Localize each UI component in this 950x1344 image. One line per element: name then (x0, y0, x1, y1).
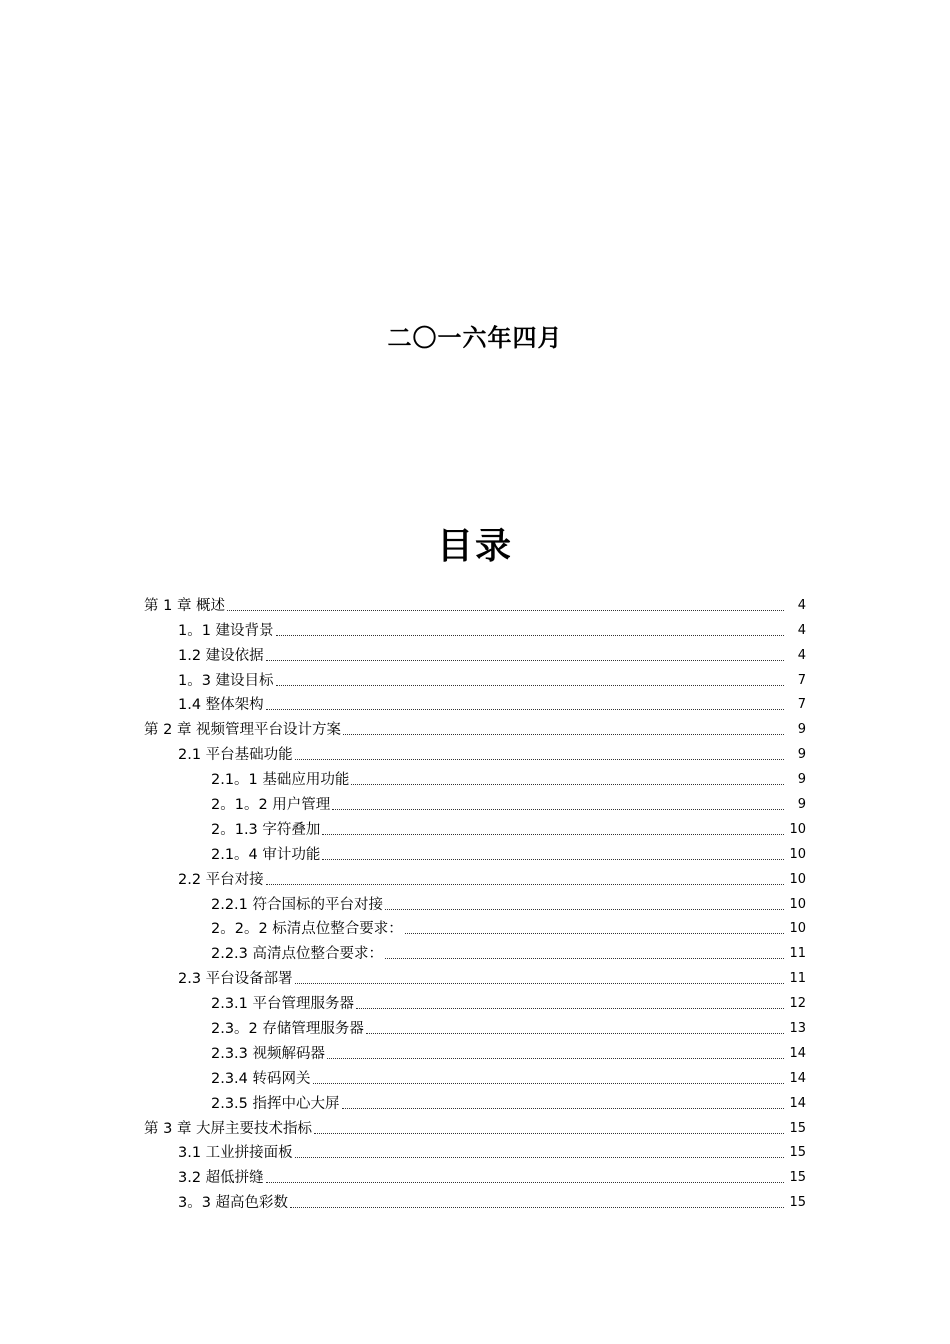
toc-entry[interactable] (0, 739, 950, 764)
toc-entry-page-number: 9 (797, 747, 806, 763)
toc-dot-leader (332, 808, 784, 810)
toc-entry-page-number: 10 (789, 896, 806, 912)
toc-entry-page-number: 7 (797, 697, 806, 713)
toc-entry-label: 1.4 整体架构 (178, 697, 264, 714)
toc-entry[interactable] (0, 615, 950, 640)
toc-entry[interactable] (0, 764, 950, 789)
toc-entry-page-number: 4 (797, 622, 806, 638)
toc-entry[interactable] (0, 1113, 950, 1138)
toc-entry-label: 第 3 章 大屏主要技术指标 (144, 1120, 313, 1137)
toc-dot-leader (266, 708, 784, 710)
toc-entry[interactable] (0, 839, 950, 864)
toc-entry[interactable] (0, 665, 950, 690)
toc-entry-label: 3。3 超高色彩数 (178, 1195, 289, 1212)
toc-entry-page-number: 10 (789, 871, 806, 887)
toc-dot-leader (351, 783, 784, 785)
toc-entry-label: 2.1。1 基础应用功能 (211, 772, 350, 789)
toc-entry[interactable] (0, 690, 950, 715)
toc-entry[interactable] (0, 1162, 950, 1187)
toc-entry-page-number: 13 (789, 1021, 806, 1037)
toc-entry-page-number: 14 (789, 1095, 806, 1111)
toc-entry-label: 2.2.1 符合国标的平台对接 (211, 896, 384, 913)
toc-entry-page-number: 11 (789, 971, 806, 987)
toc-dot-leader (322, 833, 784, 835)
toc-dot-leader (322, 858, 784, 860)
toc-entry-page-number: 4 (797, 597, 806, 613)
toc-entry-label: 2.2 平台对接 (178, 871, 264, 888)
toc-entry-label: 2.3.5 指挥中心大屏 (211, 1095, 340, 1112)
toc-dot-leader (266, 883, 784, 885)
toc-dot-leader (342, 1107, 784, 1109)
toc-entry-label: 第 1 章 概述 (144, 597, 226, 614)
toc-entry[interactable] (0, 1187, 950, 1212)
toc-entry-page-number: 15 (789, 1195, 806, 1211)
toc-entry-label: 2。1。2 用户管理 (211, 797, 331, 814)
toc-dot-leader (290, 1206, 784, 1208)
toc-entry-label: 2.3.4 转码网关 (211, 1070, 311, 1087)
toc-entry[interactable] (0, 814, 950, 839)
toc-dot-leader (343, 733, 784, 735)
toc-entry[interactable] (0, 714, 950, 739)
toc-entry-label: 2.1。4 审计功能 (211, 846, 321, 863)
toc-entry-page-number: 15 (789, 1145, 806, 1161)
toc-entry[interactable] (0, 1138, 950, 1163)
toc-entry-label: 2.3.3 视频解码器 (211, 1045, 326, 1062)
date-heading: 二〇一六年四月 (387, 324, 563, 352)
toc-entry[interactable] (0, 789, 950, 814)
toc-entry-label: 3.2 超低拼缝 (178, 1170, 264, 1187)
toc-entry[interactable] (0, 1063, 950, 1088)
toc-entry-page-number: 9 (797, 722, 806, 738)
toc-dot-leader (295, 982, 784, 984)
toc-entry[interactable] (0, 988, 950, 1013)
toc-entry-label: 第 2 章 视频管理平台设计方案 (144, 722, 342, 739)
toc-entry-page-number: 11 (789, 946, 806, 962)
toc-entry-label: 1。1 建设背景 (178, 622, 274, 639)
toc-title: 目录 (436, 526, 513, 567)
toc-dot-leader (227, 609, 784, 611)
toc-dot-leader (276, 634, 784, 636)
toc-entry[interactable] (0, 864, 950, 889)
toc-entry-label: 1。3 建设目标 (178, 672, 274, 689)
toc-entry[interactable] (0, 938, 950, 963)
toc-entry[interactable] (0, 889, 950, 914)
toc-entry-page-number: 15 (789, 1170, 806, 1186)
toc-entry[interactable] (0, 640, 950, 665)
toc-dot-leader (405, 932, 784, 934)
toc-entry-label: 2.3 平台设备部署 (178, 971, 293, 988)
toc-entry-label: 2.3.1 平台管理服务器 (211, 996, 355, 1013)
toc-dot-leader (314, 1132, 784, 1134)
toc-entry-page-number: 14 (789, 1045, 806, 1061)
toc-entry[interactable] (0, 1038, 950, 1063)
toc-entry-label: 3.1 工业拼接面板 (178, 1145, 293, 1162)
toc-entry-page-number: 15 (789, 1120, 806, 1136)
toc-entry-page-number: 14 (789, 1070, 806, 1086)
toc-entry[interactable] (0, 1013, 950, 1038)
toc-dot-leader (295, 1156, 784, 1158)
toc-entry-page-number: 9 (797, 797, 806, 813)
toc-entry-label: 1.2 建设依据 (178, 647, 264, 664)
toc-entry-label: 2。1.3 字符叠加 (211, 821, 321, 838)
toc-dot-leader (266, 1181, 784, 1183)
toc-entry-label: 2.3。2 存储管理服务器 (211, 1021, 364, 1038)
toc-entry-label: 2。2。2 标清点位整合要求： (211, 921, 403, 938)
toc-entry-page-number: 10 (789, 846, 806, 862)
toc-dot-leader (266, 659, 784, 661)
toc-entry[interactable] (0, 590, 950, 615)
toc-dot-leader (385, 908, 784, 910)
toc-dot-leader (313, 1082, 784, 1084)
toc-entry-label: 2.2.3 高清点位整合要求： (211, 946, 384, 963)
toc-entry-page-number: 9 (797, 772, 806, 788)
toc-dot-leader (366, 1032, 784, 1034)
toc-entry[interactable] (0, 914, 950, 939)
toc-dot-leader (385, 957, 784, 959)
toc-entry-page-number: 4 (797, 647, 806, 663)
toc-dot-leader (356, 1007, 784, 1009)
toc-entry-page-number: 10 (789, 821, 806, 837)
toc-dot-leader (295, 758, 784, 760)
table-of-contents (0, 590, 950, 1212)
toc-entry-page-number: 12 (789, 996, 806, 1012)
toc-entry[interactable] (0, 963, 950, 988)
toc-dot-leader (327, 1057, 784, 1059)
toc-entry[interactable] (0, 1088, 950, 1113)
toc-entry-label: 2.1 平台基础功能 (178, 747, 293, 764)
toc-entry-page-number: 7 (797, 672, 806, 688)
toc-dot-leader (276, 684, 784, 686)
toc-entry-page-number: 10 (789, 921, 806, 937)
